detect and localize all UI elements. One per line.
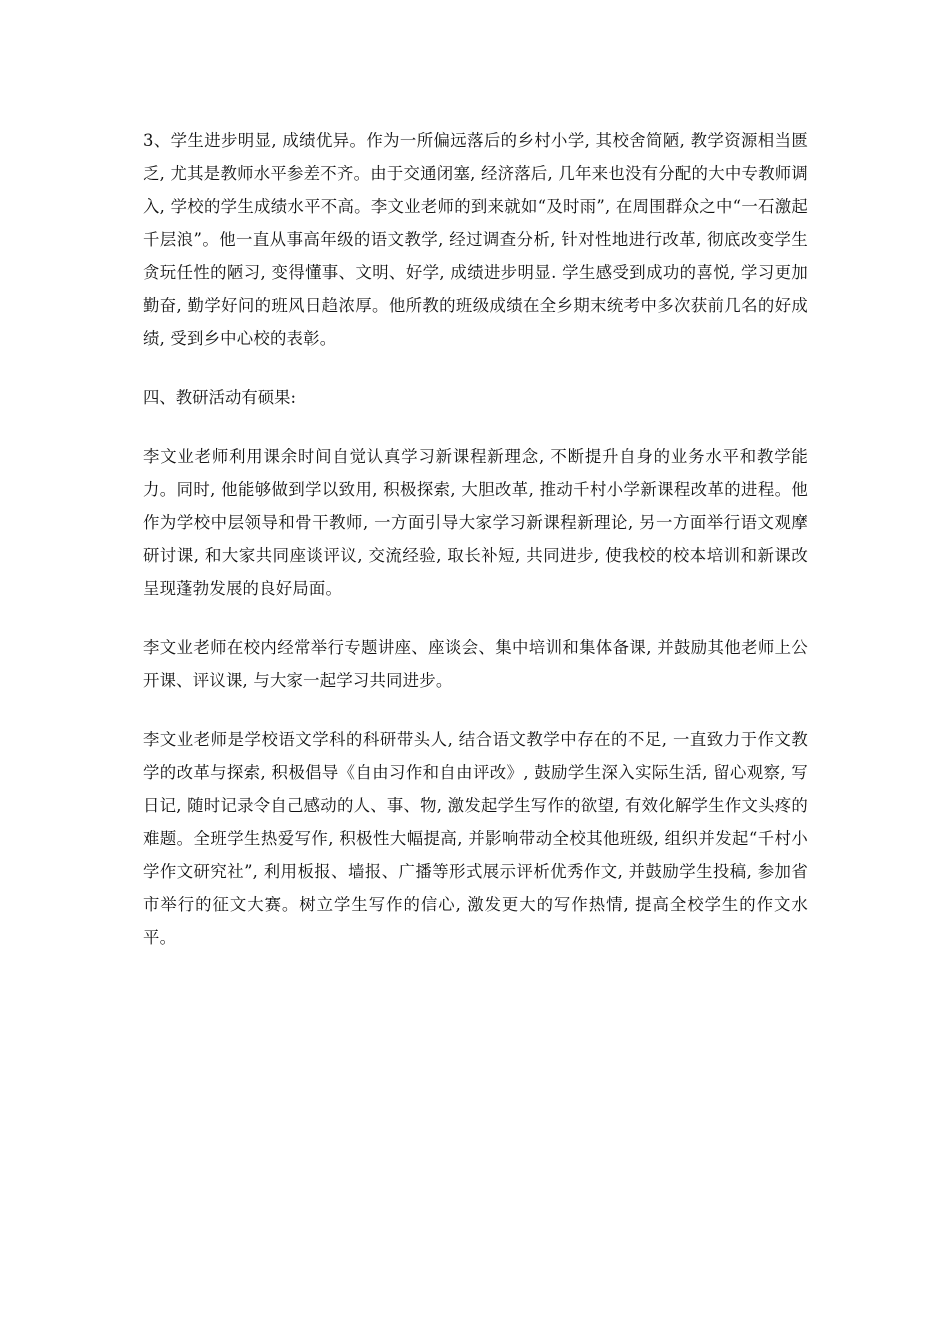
paragraph-lectures: 李文业老师在校内经常举行专题讲座、座谈会、集中培训和集体备课, 并鼓励其他老师上公开课、评议课, 与大家一起学习共同进步。 [143, 638, 808, 690]
paragraph-new-curriculum: 李文业老师利用课余时间自觉认真学习新课程新理念, 不断提升自身的业务水平和教学能力。同时, 他能够做到学以致用, 积极探索, 大胆改革, 推动千村小学新课程改革的进程。他作为学校中层领导和骨干教师, 一方面引导大家学习新课程新理论, 另一方面举行语文观摩研讨课, 和大家共同座谈评议, 交流经验, 取长补短, 共同进步, 使我校的校本培训和新课改呈现蓬勃发展的良好局面。 [143, 447, 808, 598]
paragraph-student-progress: 3、学生进步明显, 成绩优异。作为一所偏远落后的乡村小学, 其校舍简陋, 教学资源相当匮乏, 尤其是教师水平参差不齐。由于交通闭塞, 经济落后, 几年来也没有分配的大中专教师调入, 学校的学生成绩水平不高。李文业老师的到来就如“及时雨”, 在周围群众之中“一石激起千层浪”。他一直从事高年级的语文教学, 经过调查分析, 针对性地进行改革, 彻底改变学生贪玩任性的陋习, 变得懂事、文明、好学, 成绩进步明显. 学生感受到成功的喜悦, 学习更加勤奋, 勤学好问的班风日趋浓厚。他所教的班级成绩在全乡期末统考中多次获前几名的好成绩, 受到乡中心校的表彰。 [143, 131, 808, 348]
section-heading-research: 四、教研活动有硕果: [143, 388, 297, 407]
document-body [143, 124, 808, 980]
paragraph-composition-reform: 李文业老师是学校语文学科的科研带头人, 结合语文教学中存在的不足, 一直致力于作文教学的改革与探索, 积极倡导《自由习作和自由评改》, 鼓励学生深入实际生活, 留心观察, 写日记, 随时记录令自己感动的人、事、物, 激发起学生写作的欲望, 有效化解学生作文头疼的难题。全班学生热爱写作, 积极性大幅提高, 并影响带动全校其他班级, 组织并发起“千村小学作文研究社”, 利用板报、墙报、广播等形式展示评析优秀作文, 并鼓励学生投稿, 参加省市举行的征文大赛。树立学生写作的信心, 激发更大的写作热情, 提高全校学生的作文水平。 [143, 730, 808, 947]
